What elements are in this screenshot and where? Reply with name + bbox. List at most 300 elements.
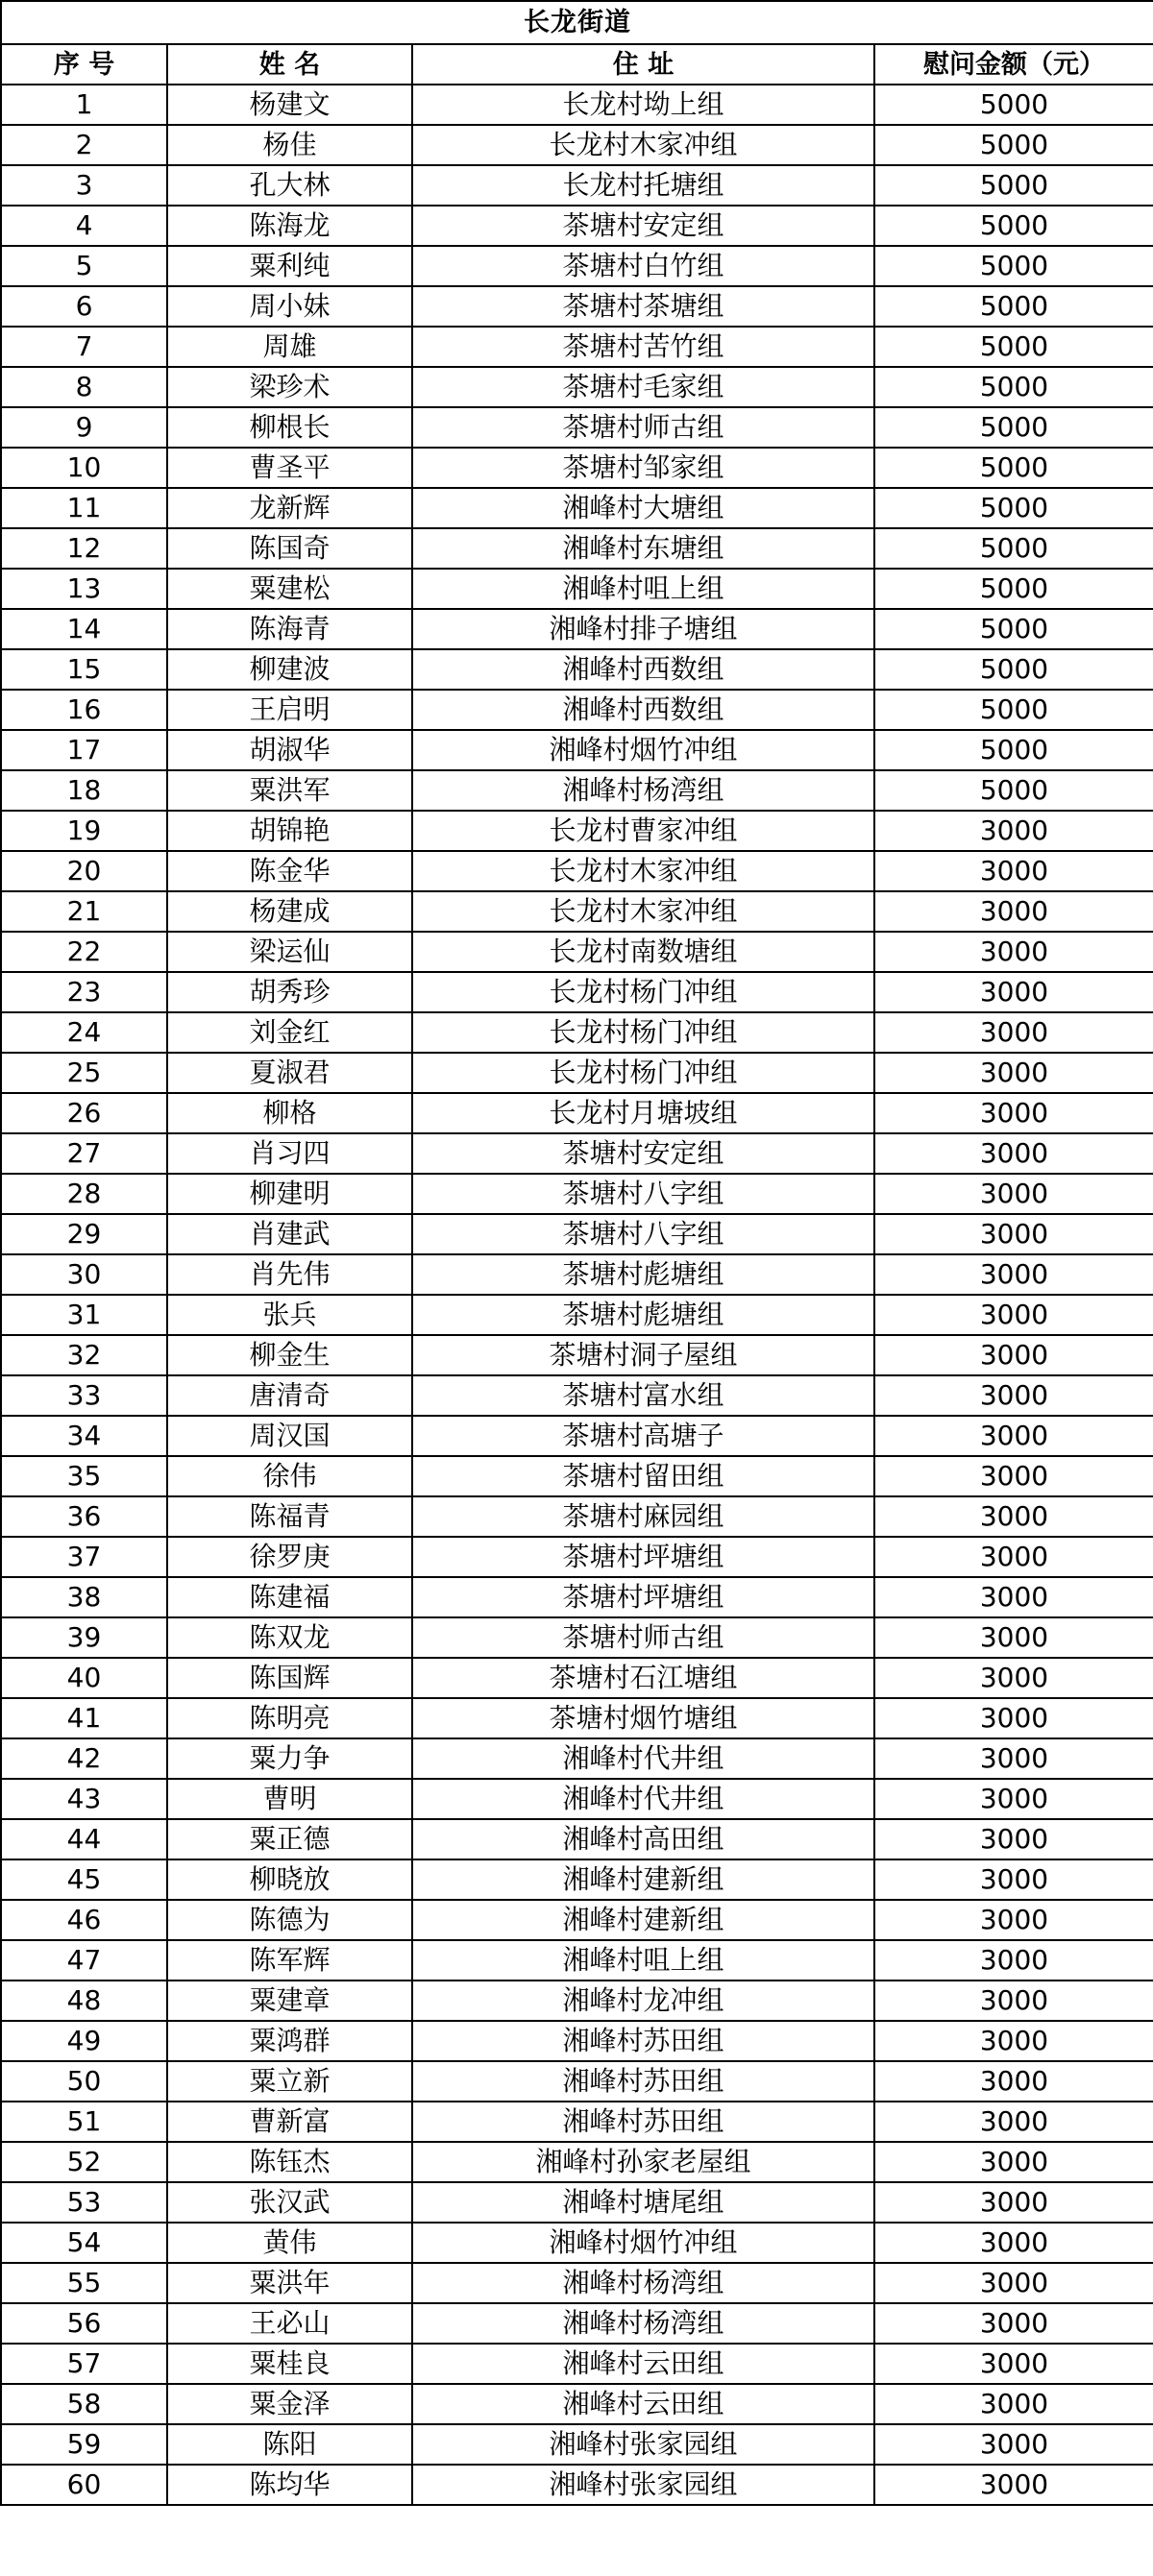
table-row (1, 1295, 1153, 1335)
table-title: 长龙街道 (1, 1, 1153, 44)
cell-name: 柳建波 (167, 649, 412, 690)
cell-no: 26 (1, 1093, 167, 1133)
cell-name: 柳根长 (167, 407, 412, 448)
cell-address: 茶塘村师古组 (412, 1617, 874, 1658)
table-row (1, 1940, 1153, 1981)
cell-amount: 3000 (874, 2303, 1153, 2344)
cell-address: 湘峰村云田组 (412, 2344, 874, 2384)
cell-name: 陈海青 (167, 609, 412, 649)
cell-no: 38 (1, 1577, 167, 1617)
table-row (1, 327, 1153, 367)
cell-no: 17 (1, 730, 167, 770)
cell-address: 湘峰村张家园组 (412, 2465, 874, 2505)
table-row (1, 770, 1153, 811)
cell-amount: 5000 (874, 569, 1153, 609)
cell-amount: 3000 (874, 891, 1153, 932)
cell-name: 陈国辉 (167, 1658, 412, 1698)
cell-amount: 5000 (874, 690, 1153, 730)
cell-no: 35 (1, 1456, 167, 1496)
cell-no: 16 (1, 690, 167, 730)
cell-address: 长龙村杨门冲组 (412, 972, 874, 1012)
cell-address: 湘峰村杨湾组 (412, 770, 874, 811)
cell-address: 茶塘村彪塘组 (412, 1254, 874, 1295)
table-row (1, 1577, 1153, 1617)
cell-amount: 3000 (874, 2223, 1153, 2263)
cell-amount: 5000 (874, 246, 1153, 286)
cell-no: 39 (1, 1617, 167, 1658)
cell-address: 茶塘村洞子屋组 (412, 1335, 874, 1375)
cell-no: 21 (1, 891, 167, 932)
cell-no: 37 (1, 1537, 167, 1577)
header-name: 姓 名 (167, 44, 412, 85)
table-row (1, 1981, 1153, 2021)
cell-amount: 3000 (874, 2102, 1153, 2142)
cell-no: 51 (1, 2102, 167, 2142)
cell-amount: 3000 (874, 1456, 1153, 1496)
table-row (1, 1053, 1153, 1093)
table-row (1, 932, 1153, 972)
cell-address: 湘峰村云田组 (412, 2384, 874, 2424)
cell-amount: 5000 (874, 528, 1153, 569)
cell-no: 32 (1, 1335, 167, 1375)
cell-name: 黄伟 (167, 2223, 412, 2263)
cell-address: 湘峰村建新组 (412, 1859, 874, 1900)
cell-amount: 3000 (874, 1295, 1153, 1335)
cell-amount: 5000 (874, 85, 1153, 125)
cell-address: 长龙村杨门冲组 (412, 1053, 874, 1093)
cell-amount: 3000 (874, 932, 1153, 972)
cell-amount: 3000 (874, 2142, 1153, 2182)
cell-no: 4 (1, 206, 167, 246)
table-row (1, 2021, 1153, 2061)
table-row (1, 1779, 1153, 1819)
cell-name: 徐伟 (167, 1456, 412, 1496)
cell-amount: 3000 (874, 2021, 1153, 2061)
title-row (1, 1, 1153, 44)
table-row (1, 2182, 1153, 2223)
cell-name: 刘金红 (167, 1012, 412, 1053)
cell-no: 8 (1, 367, 167, 407)
table-row (1, 569, 1153, 609)
table-row (1, 448, 1153, 488)
cell-name: 胡淑华 (167, 730, 412, 770)
cell-no: 59 (1, 2424, 167, 2465)
cell-amount: 3000 (874, 1416, 1153, 1456)
cell-amount: 5000 (874, 770, 1153, 811)
cell-name: 肖先伟 (167, 1254, 412, 1295)
cell-name: 粟洪军 (167, 770, 412, 811)
cell-address: 湘峰村高田组 (412, 1819, 874, 1859)
cell-name: 曹圣平 (167, 448, 412, 488)
cell-name: 梁运仙 (167, 932, 412, 972)
table-row (1, 1819, 1153, 1859)
table-row (1, 1174, 1153, 1214)
cell-name: 粟利纯 (167, 246, 412, 286)
cell-no: 41 (1, 1698, 167, 1738)
table-row (1, 2384, 1153, 2424)
cell-address: 湘峰村东塘组 (412, 528, 874, 569)
table-row (1, 85, 1153, 125)
cell-no: 34 (1, 1416, 167, 1456)
cell-name: 孔大林 (167, 165, 412, 206)
table-row (1, 851, 1153, 891)
cell-name: 陈德为 (167, 1900, 412, 1940)
cell-name: 粟鸿群 (167, 2021, 412, 2061)
table-row (1, 165, 1153, 206)
cell-address: 湘峰村烟竹冲组 (412, 2223, 874, 2263)
cell-no: 10 (1, 448, 167, 488)
cell-name: 粟建章 (167, 1981, 412, 2021)
cell-no: 24 (1, 1012, 167, 1053)
cell-address: 茶塘村毛家组 (412, 367, 874, 407)
cell-address: 湘峰村塘尾组 (412, 2182, 874, 2223)
cell-name: 柳金生 (167, 1335, 412, 1375)
cell-amount: 3000 (874, 1093, 1153, 1133)
table-row (1, 1537, 1153, 1577)
cell-address: 茶塘村烟竹塘组 (412, 1698, 874, 1738)
table-row (1, 1214, 1153, 1254)
table-row (1, 1859, 1153, 1900)
cell-no: 53 (1, 2182, 167, 2223)
cell-amount: 3000 (874, 1779, 1153, 1819)
cell-name: 陈海龙 (167, 206, 412, 246)
cell-name: 杨建成 (167, 891, 412, 932)
cell-no: 14 (1, 609, 167, 649)
table-row (1, 367, 1153, 407)
cell-address: 茶塘村白竹组 (412, 246, 874, 286)
cell-amount: 5000 (874, 206, 1153, 246)
cell-amount: 3000 (874, 1658, 1153, 1698)
cell-name: 曹明 (167, 1779, 412, 1819)
cell-name: 肖习四 (167, 1133, 412, 1174)
cell-address: 湘峰村孙家老屋组 (412, 2142, 874, 2182)
cell-no: 20 (1, 851, 167, 891)
cell-address: 湘峰村烟竹冲组 (412, 730, 874, 770)
cell-name: 周雄 (167, 327, 412, 367)
table-row (1, 2424, 1153, 2465)
cell-amount: 5000 (874, 448, 1153, 488)
table-row (1, 2465, 1153, 2505)
table-row (1, 1456, 1153, 1496)
cell-name: 王必山 (167, 2303, 412, 2344)
cell-address: 长龙村南数塘组 (412, 932, 874, 972)
table-row (1, 407, 1153, 448)
cell-no: 9 (1, 407, 167, 448)
cell-no: 49 (1, 2021, 167, 2061)
table-row (1, 972, 1153, 1012)
cell-name: 张兵 (167, 1295, 412, 1335)
cell-amount: 5000 (874, 286, 1153, 327)
cell-no: 7 (1, 327, 167, 367)
cell-no: 36 (1, 1496, 167, 1537)
table-row (1, 891, 1153, 932)
table-row (1, 1375, 1153, 1416)
cell-name: 肖建武 (167, 1214, 412, 1254)
cell-address: 湘峰村排子塘组 (412, 609, 874, 649)
cell-amount: 3000 (874, 972, 1153, 1012)
cell-no: 1 (1, 85, 167, 125)
cell-address: 湘峰村西数组 (412, 649, 874, 690)
cell-amount: 3000 (874, 1496, 1153, 1537)
cell-amount: 5000 (874, 125, 1153, 165)
cell-amount: 3000 (874, 1819, 1153, 1859)
cell-name: 曹新富 (167, 2102, 412, 2142)
cell-no: 25 (1, 1053, 167, 1093)
cell-name: 陈明亮 (167, 1698, 412, 1738)
cell-amount: 3000 (874, 1981, 1153, 2021)
table-row (1, 1335, 1153, 1375)
cell-name: 杨建文 (167, 85, 412, 125)
table-row (1, 609, 1153, 649)
table-row (1, 2303, 1153, 2344)
table-row (1, 2344, 1153, 2384)
cell-amount: 3000 (874, 1012, 1153, 1053)
table-row (1, 1658, 1153, 1698)
cell-name: 梁珍术 (167, 367, 412, 407)
cell-amount: 3000 (874, 851, 1153, 891)
cell-address: 茶塘村安定组 (412, 206, 874, 246)
cell-name: 龙新辉 (167, 488, 412, 528)
cell-address: 茶塘村邹家组 (412, 448, 874, 488)
header-amount: 慰问金额（元） (874, 44, 1153, 85)
cell-name: 粟正德 (167, 1819, 412, 1859)
table-row (1, 2142, 1153, 2182)
table-row (1, 811, 1153, 851)
cell-name: 陈福青 (167, 1496, 412, 1537)
header-no: 序 号 (1, 44, 167, 85)
cell-amount: 5000 (874, 327, 1153, 367)
cell-no: 47 (1, 1940, 167, 1981)
cell-address: 茶塘村茶塘组 (412, 286, 874, 327)
cell-name: 唐清奇 (167, 1375, 412, 1416)
cell-amount: 3000 (874, 811, 1153, 851)
cell-address: 长龙村月塘坡组 (412, 1093, 874, 1133)
cell-name: 陈军辉 (167, 1940, 412, 1981)
table-row (1, 1617, 1153, 1658)
cell-name: 粟洪年 (167, 2263, 412, 2303)
table-row (1, 2263, 1153, 2303)
cell-name: 粟力争 (167, 1738, 412, 1779)
cell-address: 湘峰村杨湾组 (412, 2303, 874, 2344)
header-row (1, 44, 1153, 85)
cell-no: 57 (1, 2344, 167, 2384)
cell-amount: 3000 (874, 1053, 1153, 1093)
cell-amount: 3000 (874, 1537, 1153, 1577)
cell-amount: 5000 (874, 730, 1153, 770)
cell-no: 29 (1, 1214, 167, 1254)
cell-amount: 3000 (874, 2061, 1153, 2102)
cell-no: 19 (1, 811, 167, 851)
cell-amount: 5000 (874, 165, 1153, 206)
cell-name: 陈双龙 (167, 1617, 412, 1658)
table-row (1, 206, 1153, 246)
cell-address: 湘峰村代井组 (412, 1738, 874, 1779)
cell-amount: 3000 (874, 1133, 1153, 1174)
cell-name: 陈国奇 (167, 528, 412, 569)
cell-name: 柳晓放 (167, 1859, 412, 1900)
cell-amount: 3000 (874, 1577, 1153, 1617)
table-row (1, 286, 1153, 327)
table-row (1, 2223, 1153, 2263)
table-row (1, 1416, 1153, 1456)
cell-address: 湘峰村苏田组 (412, 2102, 874, 2142)
cell-name: 徐罗庚 (167, 1537, 412, 1577)
table-row (1, 488, 1153, 528)
cell-name: 陈钰杰 (167, 2142, 412, 2182)
cell-address: 茶塘村师古组 (412, 407, 874, 448)
cell-name: 陈建福 (167, 1577, 412, 1617)
cell-name: 陈均华 (167, 2465, 412, 2505)
cell-amount: 3000 (874, 2465, 1153, 2505)
cell-address: 湘峰村苏田组 (412, 2061, 874, 2102)
cell-address: 湘峰村龙冲组 (412, 1981, 874, 2021)
table-row (1, 1012, 1153, 1053)
cell-address: 茶塘村坪塘组 (412, 1537, 874, 1577)
table-row (1, 1900, 1153, 1940)
cell-address: 茶塘村留田组 (412, 1456, 874, 1496)
table-row (1, 246, 1153, 286)
table-row (1, 2102, 1153, 2142)
cell-address: 湘峰村大塘组 (412, 488, 874, 528)
cell-no: 22 (1, 932, 167, 972)
cell-amount: 5000 (874, 367, 1153, 407)
cell-address: 长龙村托塘组 (412, 165, 874, 206)
cell-amount: 3000 (874, 1335, 1153, 1375)
cell-no: 12 (1, 528, 167, 569)
cell-address: 茶塘村坪塘组 (412, 1577, 874, 1617)
cell-address: 湘峰村咀上组 (412, 569, 874, 609)
cell-amount: 3000 (874, 1900, 1153, 1940)
table-row (1, 1254, 1153, 1295)
cell-no: 23 (1, 972, 167, 1012)
cell-address: 茶塘村富水组 (412, 1375, 874, 1416)
table-row (1, 125, 1153, 165)
cell-address: 湘峰村代井组 (412, 1779, 874, 1819)
header-address: 住 址 (412, 44, 874, 85)
cell-amount: 5000 (874, 407, 1153, 448)
table-row (1, 1738, 1153, 1779)
cell-amount: 5000 (874, 609, 1153, 649)
cell-no: 15 (1, 649, 167, 690)
cell-address: 茶塘村安定组 (412, 1133, 874, 1174)
cell-amount: 3000 (874, 1617, 1153, 1658)
cell-address: 长龙村木家冲组 (412, 851, 874, 891)
cell-name: 柳格 (167, 1093, 412, 1133)
cell-name: 周小妹 (167, 286, 412, 327)
cell-no: 31 (1, 1295, 167, 1335)
cell-amount: 3000 (874, 2384, 1153, 2424)
table-row (1, 649, 1153, 690)
cell-no: 55 (1, 2263, 167, 2303)
cell-amount: 3000 (874, 2182, 1153, 2223)
cell-address: 茶塘村八字组 (412, 1174, 874, 1214)
table-row (1, 528, 1153, 569)
cell-amount: 3000 (874, 1174, 1153, 1214)
cell-no: 40 (1, 1658, 167, 1698)
cell-address: 长龙村杨门冲组 (412, 1012, 874, 1053)
cell-address: 湘峰村建新组 (412, 1900, 874, 1940)
cell-amount: 3000 (874, 1254, 1153, 1295)
cell-address: 湘峰村苏田组 (412, 2021, 874, 2061)
table-row (1, 690, 1153, 730)
table-row (1, 1698, 1153, 1738)
cell-address: 长龙村木家冲组 (412, 891, 874, 932)
cell-amount: 3000 (874, 1738, 1153, 1779)
cell-no: 45 (1, 1859, 167, 1900)
cell-no: 43 (1, 1779, 167, 1819)
cell-no: 30 (1, 1254, 167, 1295)
cell-no: 27 (1, 1133, 167, 1174)
cell-name: 粟桂良 (167, 2344, 412, 2384)
cell-amount: 5000 (874, 488, 1153, 528)
table-row (1, 730, 1153, 770)
cell-address: 长龙村坳上组 (412, 85, 874, 125)
cell-address: 茶塘村高塘子 (412, 1416, 874, 1456)
cell-no: 44 (1, 1819, 167, 1859)
cell-address: 茶塘村麻园组 (412, 1496, 874, 1537)
cell-address: 长龙村木家冲组 (412, 125, 874, 165)
cell-amount: 3000 (874, 2424, 1153, 2465)
cell-address: 湘峰村杨湾组 (412, 2263, 874, 2303)
cell-name: 陈阳 (167, 2424, 412, 2465)
cell-no: 3 (1, 165, 167, 206)
cell-no: 60 (1, 2465, 167, 2505)
cell-amount: 5000 (874, 649, 1153, 690)
cell-amount: 3000 (874, 1859, 1153, 1900)
cell-no: 54 (1, 2223, 167, 2263)
cell-name: 周汉国 (167, 1416, 412, 1456)
cell-address: 茶塘村苦竹组 (412, 327, 874, 367)
cell-amount: 3000 (874, 1698, 1153, 1738)
cell-address: 茶塘村八字组 (412, 1214, 874, 1254)
cell-address: 茶塘村彪塘组 (412, 1295, 874, 1335)
cell-name: 张汉武 (167, 2182, 412, 2223)
cell-name: 王启明 (167, 690, 412, 730)
cell-no: 52 (1, 2142, 167, 2182)
cell-name: 粟建松 (167, 569, 412, 609)
cell-no: 33 (1, 1375, 167, 1416)
cell-name: 杨佳 (167, 125, 412, 165)
cell-name: 粟金泽 (167, 2384, 412, 2424)
table-body (1, 1, 1153, 2505)
cell-name: 夏淑君 (167, 1053, 412, 1093)
table-row (1, 1093, 1153, 1133)
cell-no: 46 (1, 1900, 167, 1940)
table-row (1, 2061, 1153, 2102)
cell-address: 湘峰村咀上组 (412, 1940, 874, 1981)
table-row (1, 1133, 1153, 1174)
cell-no: 56 (1, 2303, 167, 2344)
cell-amount: 3000 (874, 1375, 1153, 1416)
cell-no: 13 (1, 569, 167, 609)
cell-name: 粟立新 (167, 2061, 412, 2102)
cell-no: 5 (1, 246, 167, 286)
cell-address: 茶塘村石江塘组 (412, 1658, 874, 1698)
cell-name: 胡秀珍 (167, 972, 412, 1012)
cell-address: 湘峰村西数组 (412, 690, 874, 730)
cell-amount: 3000 (874, 2344, 1153, 2384)
cell-name: 胡锦艳 (167, 811, 412, 851)
cell-no: 6 (1, 286, 167, 327)
cell-no: 18 (1, 770, 167, 811)
cell-amount: 3000 (874, 1214, 1153, 1254)
cell-address: 长龙村曹家冲组 (412, 811, 874, 851)
cell-name: 柳建明 (167, 1174, 412, 1214)
cell-no: 28 (1, 1174, 167, 1214)
table-row (1, 1496, 1153, 1537)
cell-amount: 3000 (874, 2263, 1153, 2303)
cell-no: 42 (1, 1738, 167, 1779)
